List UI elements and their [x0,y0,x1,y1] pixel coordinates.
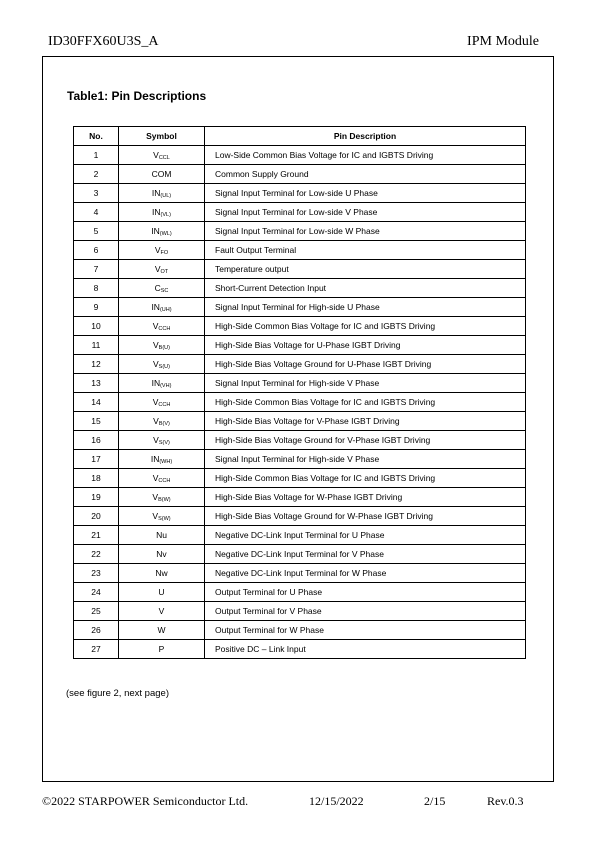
pin-symbol-main: V [153,435,159,445]
table-row [74,260,526,279]
pin-description: Short-Current Detection Input [205,279,526,298]
pin-symbol-subscript: CCL [158,155,170,161]
pin-description: High-Side Common Bias Voltage for IC and IGBTS Driving [205,469,526,488]
pin-symbol [119,469,205,488]
pin-symbol-main: V [152,492,159,502]
pin-number: 8 [74,279,119,298]
table-row [74,583,526,602]
table-row [74,317,526,336]
pin-symbol [119,564,205,583]
table-row [74,488,526,507]
pin-symbol [119,146,205,165]
table-row [74,507,526,526]
pin-symbol-subscript: B(U) [158,345,170,351]
table-row [74,393,526,412]
pin-number: 10 [74,317,119,336]
footer-copyright: ©2022 STARPOWER Semiconductor Ltd. [42,794,249,808]
pin-symbol [119,412,205,431]
pin-symbol [119,431,205,450]
pin-symbol-main: Nv [156,549,167,559]
table-row [74,431,526,450]
pin-symbol-subscript: SC [160,288,169,294]
pin-description: Low-Side Common Bias Voltage for IC and IGBTS Driving [205,146,526,165]
pin-number: 11 [74,336,119,355]
pin-description: Signal Input Terminal for Low-side U Phase [205,184,526,203]
pin-symbol [119,450,205,469]
pin-number: 4 [74,203,119,222]
pin-symbol-main: IN [151,378,161,388]
pin-number: 25 [74,602,119,621]
table-row [74,374,526,393]
pin-symbol-subscript: CCH [158,402,171,408]
pin-symbol [119,507,205,526]
pin-symbol-subscript: (WL) [159,231,172,237]
pin-number: 2 [74,165,119,184]
pin-symbol [119,355,205,374]
header-doc-type: IPM Module [467,34,539,49]
pin-symbol-main: W [157,625,166,635]
table-row [74,602,526,621]
pin-number: 12 [74,355,119,374]
pin-symbol [119,526,205,545]
pin-symbol [119,640,205,659]
pin-number: 17 [74,450,119,469]
header-doc-id: ID30FFX60U3S_A [48,34,159,49]
pin-symbol [119,374,205,393]
pin-description: Signal Input Terminal for Low-side W Phase [205,222,526,241]
table-row [74,279,526,298]
pin-symbol-main: V [153,359,159,369]
pin-description: High-Side Bias Voltage Ground for U-Phase IGBT Driving [205,355,526,374]
table-row [74,355,526,374]
table-row [74,545,526,564]
pin-number: 9 [74,298,119,317]
pin-symbol-subscript: CCH [158,478,171,484]
pin-symbol [119,279,205,298]
pin-symbol-main: Nw [155,568,168,578]
table-row [74,526,526,545]
pin-symbol-main: IN [150,454,160,464]
pin-symbol [119,184,205,203]
table-row [74,298,526,317]
pin-symbol-subscript: (UH) [159,307,172,313]
pin-description: Signal Input Terminal for High-side V Phase [205,374,526,393]
footer-date: 12/15/2022 [309,794,364,808]
pin-symbol [119,336,205,355]
pin-symbol-main: V [153,150,159,160]
pin-symbol-main: U [158,587,165,597]
pin-symbol-subscript: S(V) [158,440,170,446]
pin-symbol-main: V [158,606,165,616]
pin-symbol-subscript: (UL) [160,193,172,199]
pin-number: 6 [74,241,119,260]
pin-symbol [119,545,205,564]
pin-symbol [119,393,205,412]
pin-symbol-subscript: S(W) [158,516,171,522]
pin-symbol-subscript: S(U) [158,364,170,370]
pin-number: 22 [74,545,119,564]
table-row [74,241,526,260]
pin-number: 18 [74,469,119,488]
table-row [74,203,526,222]
pin-symbol-main: V [154,264,161,274]
pin-description: Temperature output [205,260,526,279]
pin-number: 5 [74,222,119,241]
pin-number: 19 [74,488,119,507]
pin-description: Common Supply Ground [205,165,526,184]
pin-symbol-main: P [158,644,165,654]
table-row [74,640,526,659]
table-row [74,621,526,640]
pin-symbol [119,260,205,279]
table-header-row [74,127,526,146]
pin-description: Signal Input Terminal for Low-side V Phase [205,203,526,222]
pin-symbol-main: V [152,473,159,483]
pin-description: Negative DC-Link Input Terminal for U Phase [205,526,526,545]
pin-symbol-subscript: FO [160,250,169,256]
pin-symbol-main: IN [151,226,160,236]
pin-description: Signal Input Terminal for High-side V Phase [205,450,526,469]
pin-symbol-main: COM [151,169,172,179]
pin-symbol-main: Nu [156,530,167,540]
pin-symbol-subscript: B(W) [158,497,171,503]
footer-page: 2/15 [424,794,446,808]
table-row [74,336,526,355]
pin-symbol-main: IN [151,302,160,312]
pin-symbol [119,621,205,640]
pin-symbol [119,222,205,241]
pin-symbol [119,298,205,317]
pin-symbol [119,583,205,602]
pin-symbol-main: IN [152,207,161,217]
header-description: Pin Description [205,127,526,146]
pin-number: 27 [74,640,119,659]
pin-description: High-Side Bias Voltage for W-Phase IGBT Driving [205,488,526,507]
pin-symbol-main: V [153,340,159,350]
pin-symbol-main: V [153,416,159,426]
pin-description: Fault Output Terminal [205,241,526,260]
pin-symbol-main: V [152,397,159,407]
pin-description: Negative DC-Link Input Terminal for W Phase [205,564,526,583]
footer-revision: Rev.0.3 [487,794,524,808]
table-row [74,412,526,431]
table-body [74,146,526,659]
table-row [74,165,526,184]
pin-symbol-main: C [154,283,161,293]
pin-symbol-subscript: (WH) [159,459,173,465]
pin-number: 13 [74,374,119,393]
pin-symbol-subscript: (VH) [160,383,172,389]
table-row [74,450,526,469]
pin-symbol [119,602,205,621]
pin-description: Output Terminal for V Phase [205,602,526,621]
pin-number: 16 [74,431,119,450]
pin-symbol-main: V [152,321,159,331]
header-no: No. [74,127,119,146]
pin-symbol-subscript: B(V) [158,421,170,427]
pin-description: Output Terminal for W Phase [205,621,526,640]
pin-description: High-Side Common Bias Voltage for IC and IGBTS Driving [205,317,526,336]
pin-number: 14 [74,393,119,412]
pin-number: 23 [74,564,119,583]
pin-symbol [119,488,205,507]
pin-description: High-Side Bias Voltage for V-Phase IGBT Driving [205,412,526,431]
table-row [74,564,526,583]
table-row [74,469,526,488]
pin-symbol [119,203,205,222]
pin-number: 26 [74,621,119,640]
pin-description: High-Side Common Bias Voltage for IC and IGBTS Driving [205,393,526,412]
table-row [74,222,526,241]
pin-number: 21 [74,526,119,545]
pin-symbol [119,241,205,260]
pin-description: Negative DC-Link Input Terminal for V Phase [205,545,526,564]
pin-symbol-main: V [152,511,159,521]
pin-description: Signal Input Terminal for High-side U Phase [205,298,526,317]
pin-description: High-Side Bias Voltage Ground for V-Phase IGBT Driving [205,431,526,450]
pin-symbol-subscript: CCH [158,326,171,332]
pin-symbol-main: V [154,245,161,255]
pin-number: 24 [74,583,119,602]
pin-description: Output Terminal for U Phase [205,583,526,602]
pin-number: 20 [74,507,119,526]
pin-symbol-subscript: OT [160,269,169,275]
table-row [74,184,526,203]
header-symbol: Symbol [119,127,205,146]
pin-description: Positive DC – Link Input [205,640,526,659]
pin-description: High-Side Bias Voltage for U-Phase IGBT Driving [205,336,526,355]
pin-symbol [119,165,205,184]
pin-symbol-main: IN [151,188,161,198]
table-row [74,146,526,165]
pin-number: 7 [74,260,119,279]
pin-symbol-subscript: (VL) [160,212,171,218]
figure-note: (see figure 2, next page) [66,688,169,699]
table-title: Table1: Pin Descriptions [67,89,207,103]
pin-number: 15 [74,412,119,431]
pin-number: 3 [74,184,119,203]
pin-descriptions-table [73,126,526,659]
pin-number: 1 [74,146,119,165]
pin-symbol [119,317,205,336]
pin-description: High-Side Bias Voltage Ground for W-Phase IGBT Driving [205,507,526,526]
